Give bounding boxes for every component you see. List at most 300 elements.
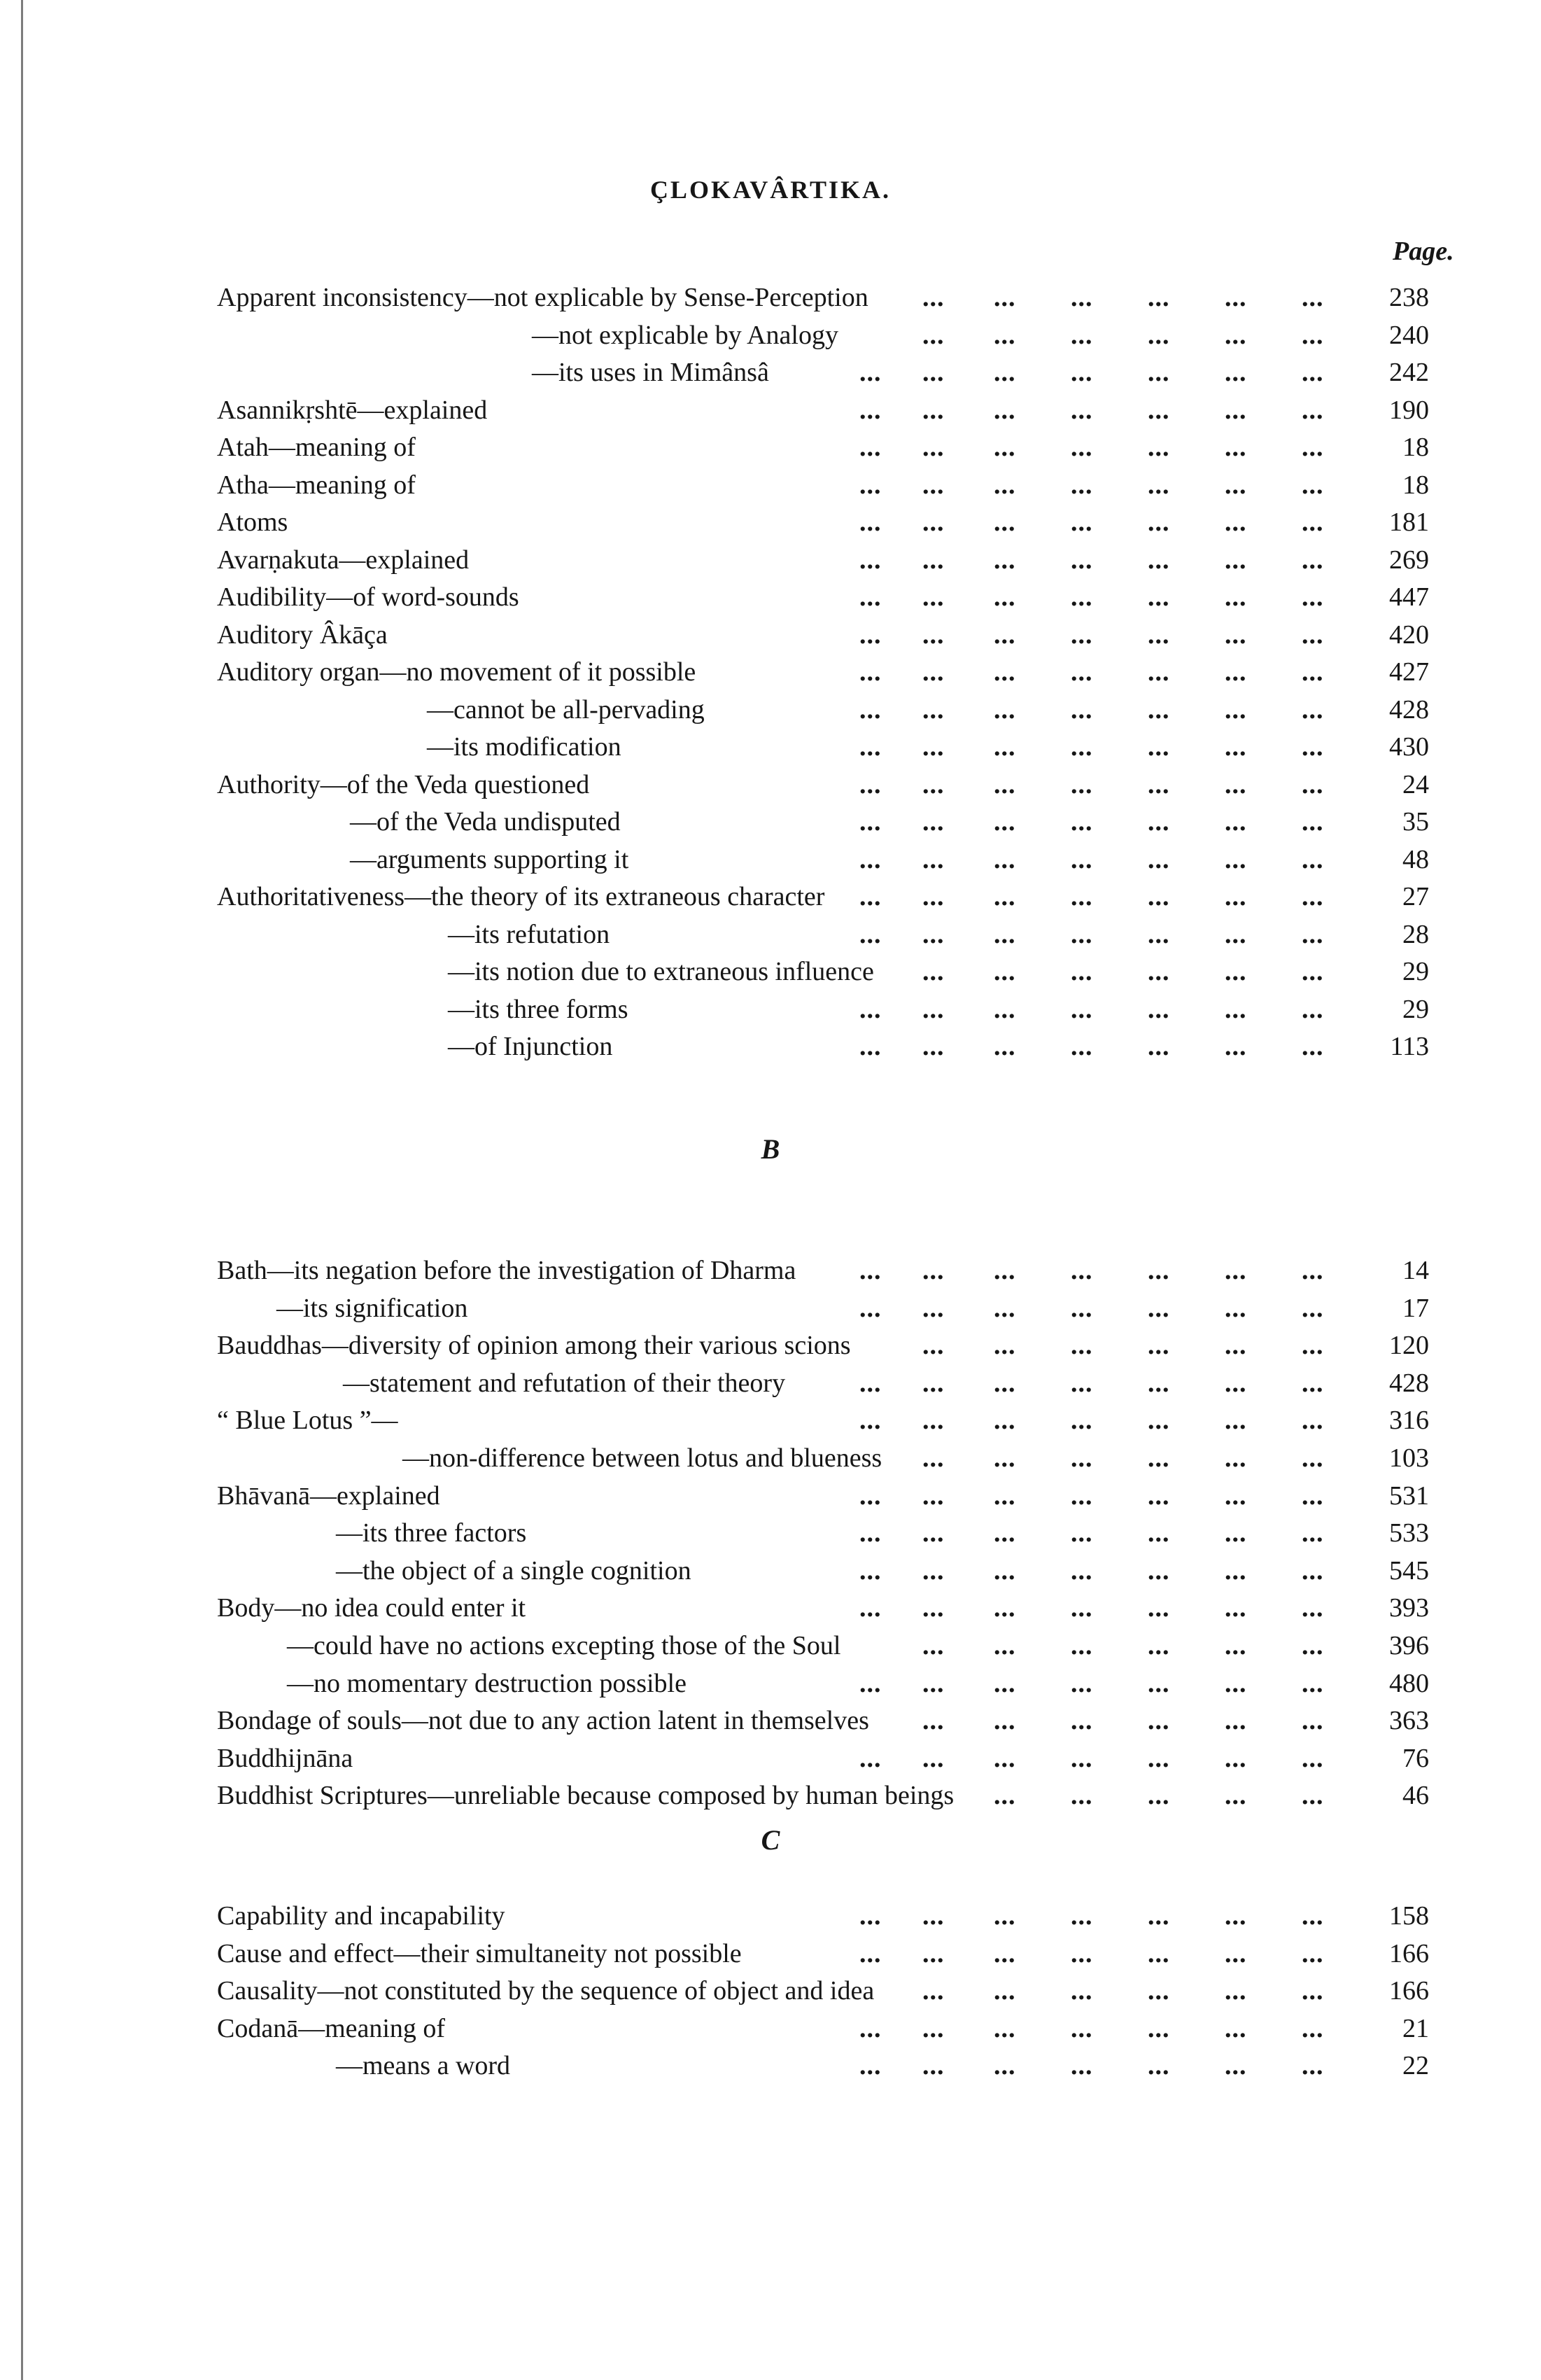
page-number: 240 [1389,321,1429,350]
leader-dot: ... [1225,396,1247,425]
leader-dot: ... [994,957,1016,986]
leader-dot: ... [859,507,882,537]
leader-dot: ... [994,1631,1016,1660]
leader-dot: ... [922,2051,945,2080]
leader-dot: ... [1148,396,1170,425]
entry-text: Avarṇakuta—explained [217,545,470,575]
leader-dot: ... [922,1939,945,1968]
index-entry [0,1364,1541,1402]
leader-dot: ... [1225,582,1247,612]
index-entry [0,616,1541,654]
leader-dot: ... [859,695,882,724]
leader-dot: ... [859,2051,882,2080]
leader-dot: ... [1071,1593,1093,1623]
leader-dots [0,354,1541,391]
leader-dots [0,1326,1541,1364]
leader-dot: ... [1225,657,1247,687]
leader-dot: ... [1071,1556,1093,1586]
leader-dot: ... [1225,1631,1247,1660]
leader-dot: ... [1302,1443,1324,1473]
leader-dot: ... [1302,1939,1324,1968]
index-entry [0,990,1541,1028]
leader-dot: ... [994,1706,1016,1735]
page-number: 18 [1402,433,1429,462]
leader-dot: ... [1225,1294,1247,1323]
index-entry [0,766,1541,804]
leader-dot: ... [1071,807,1093,836]
leader-dot: ... [922,1631,945,1660]
leader-dot: ... [1225,920,1247,949]
leader-dot: ... [1071,1939,1093,1968]
page-number: 363 [1389,1706,1429,1735]
leader-dot: ... [1302,582,1324,612]
leader-dot: ... [1148,807,1170,836]
leader-dot: ... [1071,770,1093,799]
leader-dot: ... [1148,507,1170,537]
leader-dot: ... [994,657,1016,687]
index-entry [0,1665,1541,1702]
index-entry [0,503,1541,541]
leader-dot: ... [1225,358,1247,387]
leader-dot: ... [859,1556,882,1586]
leader-dot: ... [1302,1032,1324,1061]
page-number: 29 [1402,995,1429,1024]
leader-dot: ... [859,1032,882,1061]
page-number: 24 [1402,770,1429,799]
index-entry [0,841,1541,878]
leader-dot: ... [1148,1901,1170,1931]
leader-dot: ... [1302,1556,1324,1586]
leader-dot: ... [1071,1744,1093,1773]
page-number: 393 [1389,1593,1429,1623]
leader-dot: ... [994,1032,1016,1061]
index-entry [0,878,1541,916]
leader-dot: ... [1302,1518,1324,1548]
leader-dot: ... [1148,1443,1170,1473]
leader-dot: ... [922,1976,945,2005]
leader-dot: ... [1071,657,1093,687]
leader-dot: ... [1148,1294,1170,1323]
index-entry [0,316,1541,354]
leader-dot: ... [1225,957,1247,986]
leader-dot: ... [1148,845,1170,874]
leader-dot: ... [1148,1669,1170,1698]
leader-dot: ... [1302,1976,1324,2005]
leader-dot: ... [994,695,1016,724]
entry-text: Asannikṛshtē—explained [217,396,488,425]
leader-dot: ... [1148,582,1170,612]
leader-dots [0,1972,1541,2010]
running-head: ÇLOKAVÂRTIKA. [649,176,892,204]
leader-dots [0,1589,1541,1627]
leader-dot: ... [1302,2051,1324,2080]
leader-dot: ... [1148,283,1170,312]
leader-dot: ... [1302,957,1324,986]
leader-dot: ... [1071,695,1093,724]
leader-dot: ... [859,807,882,836]
leader-dot: ... [1302,807,1324,836]
leader-dots [0,728,1541,766]
leader-dot: ... [1071,882,1093,911]
leader-dot: ... [1071,957,1093,986]
leader-dot: ... [859,1593,882,1623]
entry-text: Bath—its negation before the investigation of Dharma [217,1256,796,1285]
leader-dot: ... [1302,920,1324,949]
leader-dot: ... [859,1518,882,1548]
leader-dot: ... [1225,1976,1247,2005]
leader-dot: ... [1225,620,1247,650]
leader-dot: ... [1071,470,1093,500]
leader-dot: ... [859,433,882,462]
page-number: 120 [1389,1331,1429,1360]
leader-dot: ... [859,2014,882,2043]
index-entry [0,953,1541,990]
index-entry [0,2010,1541,2047]
leader-dot: ... [1148,920,1170,949]
leader-dot: ... [859,882,882,911]
leader-dot: ... [1071,2014,1093,2043]
leader-dot: ... [1148,321,1170,350]
leader-dot: ... [1148,620,1170,650]
leader-dot: ... [1071,358,1093,387]
leader-dot: ... [1148,695,1170,724]
index-entry [0,466,1541,504]
leader-dots [0,2047,1541,2085]
leader-dot: ... [1302,507,1324,537]
leader-dot: ... [994,1256,1016,1285]
leader-dot: ... [1302,845,1324,874]
leader-dot: ... [1302,657,1324,687]
entry-text: —not explicable by Analogy [532,321,838,350]
leader-dot: ... [922,1406,945,1435]
leader-dot: ... [1148,1256,1170,1285]
leader-dot: ... [1148,995,1170,1024]
leader-dot: ... [859,1406,882,1435]
entry-text: Codanā—meaning of [217,2014,446,2043]
leader-dot: ... [922,433,945,462]
leader-dot: ... [1071,283,1093,312]
index-entry [0,578,1541,616]
entry-text: Apparent inconsistency—not explicable by Sense-Perception [217,283,868,312]
entry-text: —its notion due to extraneous influence [448,957,874,986]
entry-text: Cause and effect—their simultaneity not possible [217,1939,742,1968]
leader-dots [0,1289,1541,1327]
leader-dot: ... [1225,470,1247,500]
leader-dot: ... [859,657,882,687]
leader-dot: ... [1302,1406,1324,1435]
leader-dot: ... [994,283,1016,312]
leader-dot: ... [922,396,945,425]
entry-text: —its three factors [336,1518,527,1548]
leader-dots [0,990,1541,1028]
leader-dot: ... [1071,1406,1093,1435]
leader-dot: ... [1225,545,1247,575]
leader-dots [0,616,1541,654]
entry-text: Capability and incapability [217,1901,505,1931]
leader-dot: ... [922,1901,945,1931]
leader-dots [0,1364,1541,1402]
leader-dot: ... [1225,732,1247,762]
page-number: 46 [1402,1781,1429,1810]
leader-dot: ... [1302,695,1324,724]
leader-dot: ... [1225,1744,1247,1773]
leader-dot: ... [922,358,945,387]
leader-dot: ... [994,1294,1016,1323]
leader-dot: ... [1302,358,1324,387]
leader-dots [0,916,1541,953]
leader-dots [0,1627,1541,1665]
leader-dot: ... [1302,1368,1324,1398]
leader-dot: ... [994,1331,1016,1360]
leader-dot: ... [859,1294,882,1323]
leader-dot: ... [1148,657,1170,687]
page-number: 22 [1402,2051,1429,2080]
entry-text: —the object of a single cognition [336,1556,691,1586]
leader-dot: ... [922,1368,945,1398]
entry-text: Atoms [217,507,288,537]
entry-text: —of the Veda undisputed [350,807,621,836]
entry-text: Causality—not constituted by the sequence of object and idea [217,1976,875,2005]
leader-dot: ... [1071,1443,1093,1473]
page-number: 113 [1390,1032,1429,1061]
index-entry [0,354,1541,391]
leader-dot: ... [859,732,882,762]
page-number: 48 [1402,845,1429,874]
leader-dot: ... [1071,1706,1093,1735]
index-entry [0,1627,1541,1665]
leader-dot: ... [1225,1706,1247,1735]
leader-dot: ... [922,545,945,575]
leader-dot: ... [922,1256,945,1285]
leader-dot: ... [1148,1706,1170,1735]
leader-dot: ... [1302,995,1324,1024]
leader-dot: ... [922,995,945,1024]
entry-text: Atah—meaning of [217,433,416,462]
leader-dot: ... [1225,882,1247,911]
leader-dot: ... [994,2014,1016,2043]
page-number: 17 [1402,1294,1429,1323]
leader-dot: ... [1148,1406,1170,1435]
leader-dot: ... [1071,582,1093,612]
leader-dot: ... [922,1518,945,1548]
leader-dots [0,1252,1541,1289]
leader-dot: ... [1225,1593,1247,1623]
page-number: 166 [1389,1976,1429,2005]
entry-text: Buddhist Scriptures—unreliable because composed by human beings [217,1781,955,1810]
leader-dots [0,466,1541,504]
page-number: 181 [1389,507,1429,537]
page-number: 269 [1389,545,1429,575]
leader-dot: ... [1302,396,1324,425]
leader-dot: ... [1071,545,1093,575]
leader-dot: ... [1148,1518,1170,1548]
leader-dot: ... [859,995,882,1024]
leader-dot: ... [922,1669,945,1698]
leader-dot: ... [859,358,882,387]
leader-dots [0,1935,1541,1973]
leader-dots [0,803,1541,841]
leader-dot: ... [859,1481,882,1511]
leader-dot: ... [994,1939,1016,1968]
leader-dot: ... [1225,1406,1247,1435]
leader-dots [0,1702,1541,1740]
leader-dot: ... [922,321,945,350]
leader-dot: ... [994,1443,1016,1473]
index-entry [0,279,1541,316]
leader-dot: ... [859,770,882,799]
leader-dot: ... [922,657,945,687]
leader-dots [0,578,1541,616]
page-number: 28 [1402,920,1429,949]
leader-dot: ... [1302,433,1324,462]
leader-dot: ... [1071,507,1093,537]
index-entry [0,428,1541,466]
leader-dot: ... [1071,1331,1093,1360]
leader-dot: ... [994,920,1016,949]
page-number: 420 [1389,620,1429,650]
index-entry [0,916,1541,953]
leader-dots [0,691,1541,729]
leader-dots [0,878,1541,916]
page-number: 76 [1402,1744,1429,1773]
leader-dot: ... [994,1781,1016,1810]
leader-dot: ... [994,358,1016,387]
leader-dot: ... [1071,2051,1093,2080]
entry-text: —its uses in Mimânsâ [532,358,769,387]
leader-dot: ... [1148,1556,1170,1586]
leader-dot: ... [922,1032,945,1061]
leader-dot: ... [922,770,945,799]
leader-dot: ... [922,1706,945,1735]
leader-dot: ... [1071,1294,1093,1323]
leader-dot: ... [1225,1939,1247,1968]
leader-dot: ... [1225,1669,1247,1698]
page-number: 447 [1389,582,1429,612]
page-column-label: Page. [1393,237,1454,266]
leader-dot: ... [1225,2051,1247,2080]
entry-text: Auditory Âkāça [217,620,388,650]
leader-dot: ... [1148,957,1170,986]
leader-dot: ... [1302,545,1324,575]
index-entry [0,1514,1541,1552]
leader-dot: ... [994,770,1016,799]
leader-dot: ... [1148,1939,1170,1968]
leader-dots [0,503,1541,541]
leader-dot: ... [994,1976,1016,2005]
leader-dot: ... [1071,1669,1093,1698]
leader-dot: ... [1071,433,1093,462]
leader-dot: ... [1148,1744,1170,1773]
leader-dot: ... [1225,1443,1247,1473]
leader-dot: ... [922,1331,945,1360]
leader-dot: ... [1148,1032,1170,1061]
leader-dot: ... [1225,695,1247,724]
leader-dot: ... [994,545,1016,575]
leader-dot: ... [1071,1368,1093,1398]
leader-dot: ... [859,1669,882,1698]
leader-dot: ... [1071,732,1093,762]
leader-dot: ... [1148,1331,1170,1360]
leader-dot: ... [994,1406,1016,1435]
leader-dot: ... [922,1744,945,1773]
leader-dots [0,2010,1541,2047]
leader-dot: ... [994,1518,1016,1548]
index-entry [0,1028,1541,1065]
leader-dot: ... [1225,1901,1247,1931]
leader-dot: ... [1148,1481,1170,1511]
leader-dot: ... [1148,2051,1170,2080]
leader-dot: ... [859,396,882,425]
entry-text: Buddhijnāna [217,1744,353,1773]
page-number: 316 [1389,1406,1429,1435]
page-number: 430 [1389,732,1429,762]
entry-text: Auditory organ—no movement of it possible [217,657,696,687]
leader-dots [0,953,1541,990]
leader-dot: ... [994,433,1016,462]
leader-dots [0,1777,1541,1814]
leader-dot: ... [1148,1631,1170,1660]
leader-dot: ... [1302,1481,1324,1511]
leader-dot: ... [994,807,1016,836]
leader-dot: ... [1225,1556,1247,1586]
leader-dots [0,316,1541,354]
leader-dot: ... [1071,1631,1093,1660]
leader-dot: ... [1148,433,1170,462]
leader-dot: ... [994,1556,1016,1586]
index-entry [0,1252,1541,1289]
leader-dot: ... [1302,1744,1324,1773]
leader-dots [0,541,1541,579]
leader-dot: ... [1148,358,1170,387]
leader-dot: ... [1302,470,1324,500]
page-number: 480 [1389,1669,1429,1698]
page-number: 242 [1389,358,1429,387]
leader-dot: ... [1302,1781,1324,1810]
entry-text: —of Injunction [448,1032,613,1061]
leader-dot: ... [1148,2014,1170,2043]
leader-dot: ... [1071,920,1093,949]
leader-dot: ... [1071,1481,1093,1511]
page-number: 166 [1389,1939,1429,1968]
page-number: 35 [1402,807,1429,836]
leader-dot: ... [1225,507,1247,537]
leader-dot: ... [1148,1976,1170,2005]
entry-text: —cannot be all-pervading [427,695,705,724]
index-entry [0,1589,1541,1627]
leader-dot: ... [922,1556,945,1586]
leader-dot: ... [859,620,882,650]
leader-dot: ... [922,582,945,612]
entry-text: Atha—meaning of [217,470,416,500]
index-entry [0,1972,1541,2010]
leader-dot: ... [1302,620,1324,650]
leader-dot: ... [1302,321,1324,350]
leader-dot: ... [922,1481,945,1511]
leader-dot: ... [859,1744,882,1773]
page-number: 29 [1402,957,1429,986]
index-entry [0,1401,1541,1439]
leader-dot: ... [922,1593,945,1623]
page-number: 21 [1402,2014,1429,2043]
index-entry [0,1777,1541,1814]
leader-dots [0,1439,1541,1477]
entry-text: —its signification [276,1294,468,1323]
leader-dot: ... [859,1939,882,1968]
entry-text: —no momentary destruction possible [287,1669,687,1698]
leader-dot: ... [1225,770,1247,799]
leader-dot: ... [1148,1593,1170,1623]
index-entry [0,1326,1541,1364]
